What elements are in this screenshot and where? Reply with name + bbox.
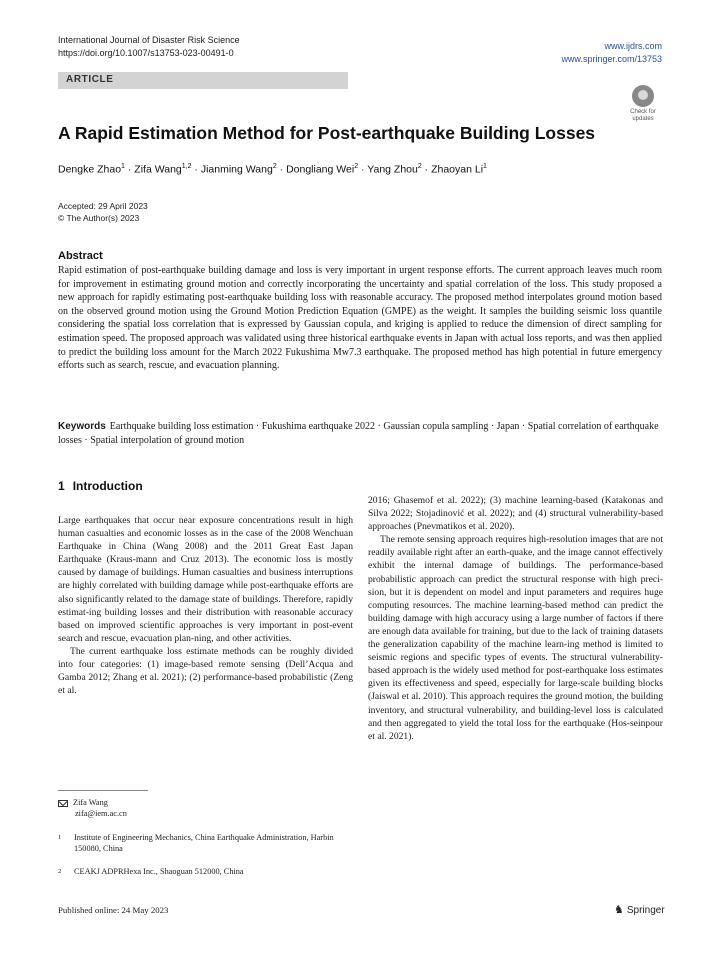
author-name[interactable]: Dongliang Wei [286,163,355,176]
section-title: Introduction [72,479,143,493]
author-name[interactable]: Zhaoyan Li [431,163,484,176]
check-updates-icon [632,85,654,107]
copyright-notice: © The Author(s) 2023 [58,213,140,223]
right-column [368,494,663,743]
abstract-text: Rapid estimation of post-earthquake building damage and loss is very important in urgent response efforts. The current approach leaves much room for improvement in estimating ground motion and correctly incorporating the uncertainty and spatial correlation of the loss. This study proposed a new approach for rapidly estimating post-earthquake building loss with reasonable accuracy. The proposed method interpolates ground motion based on the observed ground motion using the Ground Motion Prediction Equation (GMPE) as the weight. It samples the building seismic loss quantile considering the spatial loss correlation that is expressed by Gaussian copula, and kriging is applied to reduce the dimension of direct sampling for estimation speed. The proposed approach was validated using three historical earthquake events in Japan with actual loss reports, and was then applied to predict the building loss amount for the March 2022 Fukushima Mw7.3 earthquake. The proposed method has high potential in future emergency efforts such as search, rescue, and evacuation planning. [58,265,662,372]
author-list: Dengke Zhao$^1$ · Zifa Wang$^{1,2}$ · Jianming Wang$^2$ · Dongliang Wei$^2$ · Yang Zhou$^2$ · Zhaoyan Li$^1$ [58,163,487,176]
abstract-heading: Abstract [58,250,103,262]
envelope-icon [58,800,68,807]
intro-paragraph: The current earthquake loss estimate methods can be roughly divided into four categories: (1) image-based remote sensing (Dell’Acqua and Gamba 2012; Zhang et al. 2021); (2) performance-based probabilistic (Zeng et al. [58,645,353,697]
affiliation-text: CEAKJ ADPRHexa Inc., Shaoguan 512000, China [74,867,244,876]
doi-link[interactable]: https://doi.org/10.1007/s13753-023-00491-0 [58,47,234,58]
affiliation-2 [58,866,348,878]
article-dates [58,200,148,224]
affiliation-mark: 2 [58,868,62,875]
footnote-divider [58,790,148,791]
keywords-block [58,420,662,447]
affiliation-1 [58,832,348,856]
accepted-date: Accepted: 29 April 2023 [58,201,148,211]
journal-name: International Journal of Disaster Risk Science [58,35,240,45]
intro-paragraph: Large earthquakes that occur near exposure concentrations result in high human casualties and economic losses as in the case of the 2008 Wenchuan Earthquake in China (Wang 2008) and the 2011 Great East Japan Earthquake (Kraus-mann and Cruz 2013). The economic loss is mostly caused by damage of buildings. Human casualties and business interruptions are highly correlated with building damage while post-earthquake efforts are also significantly related to the damage state of buildings. Therefore, rapidly estimat-ing building losses and their distribution with reasonable accuracy based on improved scientific approaches is very important in post-event search and rescue, evacuation plan-ning, and other activities. [58,515,353,644]
author-affiliation: 2 [417,163,422,170]
keywords-label: Keywords [58,421,106,432]
keywords-text: Earthquake building loss estimation · Fukushima earthquake 2022 · Gaussian copula sampling · Japan · Spatial correlation of earthquake losses · Spatial interpolation of ground motion [58,421,659,446]
author-affiliation: 1,2 [181,163,192,170]
affiliation-text: Institute of Engineering Mechanics, China Earthquake Administration, Harbin 150080, China [74,833,334,853]
author-affiliation: 1 [121,163,125,170]
site-url-link[interactable]: www.ijdrs.com [604,41,662,51]
author-affiliation: 2 [272,163,277,170]
intro-paragraph: The remote sensing approach requires high-resolution images that are not readily available right after an earth-quake, and the image cannot effectively exhibit the internal damage of buildings. The performance-based probabilistic approach can predict the structural response with high preci-sion, but it is dependent on model and input parameters and requires huge computing resources. The machine learning-based method can predict the building damage with high accuracy using a large number of factors if there are enough data available for training, but due to the lack of training datasets the generalization capability of the machine learn-ing method is limited to seismic regions and specific types of events. The structural vulnerability-based approach is the widely used method for post-earthquake loss estimates given its effectiveness and speed, especially for large-scale building blocks (Jaiswal et al. 2010). This approach requires the ground motion, the building inventory, and structural vulnerability, and building-level loss is calculated and then aggregated to yield the total loss for the earthquake (Hos-seinpour et al. 2021). [368,534,663,742]
paper-title: A Rapid Estimation Method for Post-earthquake Building Losses [58,123,596,143]
author-affiliation: 1 [483,163,487,170]
section-number: 1 [58,479,65,493]
corresponding-author [58,797,127,819]
journal-links [561,40,662,65]
affiliation-mark: 1 [58,834,62,841]
publisher-name: Springer [626,905,665,916]
author-name[interactable]: Dengke Zhao [58,163,122,176]
article-type-bar [58,72,348,89]
author-name[interactable]: Yang Zhou [367,163,418,176]
springer-url-link[interactable]: www.springer.com/13753 [561,53,662,64]
author-name[interactable]: Jianming Wang [200,163,273,176]
left-column [58,514,353,697]
section-heading [58,479,143,493]
author-name[interactable]: Zifa Wang [134,163,182,176]
intro-paragraph: 2016; Ghasemof et al. 2022); (3) machine learning-based (Katakonas and Silva 2022; Stojadinović et al. 2022); and (4) structural vulnerability-based approaches (Pnevmatikos et al. 2020). [368,495,663,533]
corresponding-email[interactable]: zifa@iem.ac.cn [75,809,127,818]
springer-horse-icon: ♞ [614,904,624,916]
publisher-logo [614,903,665,916]
author-affiliation: 2 [354,163,359,170]
corresponding-name: Zifa Wang [73,798,108,807]
article-label: ARTICLE [66,74,114,85]
journal-header [58,34,240,59]
published-date: Published online: 24 May 2023 [58,905,169,915]
check-updates-label: Check for updates [630,109,656,122]
